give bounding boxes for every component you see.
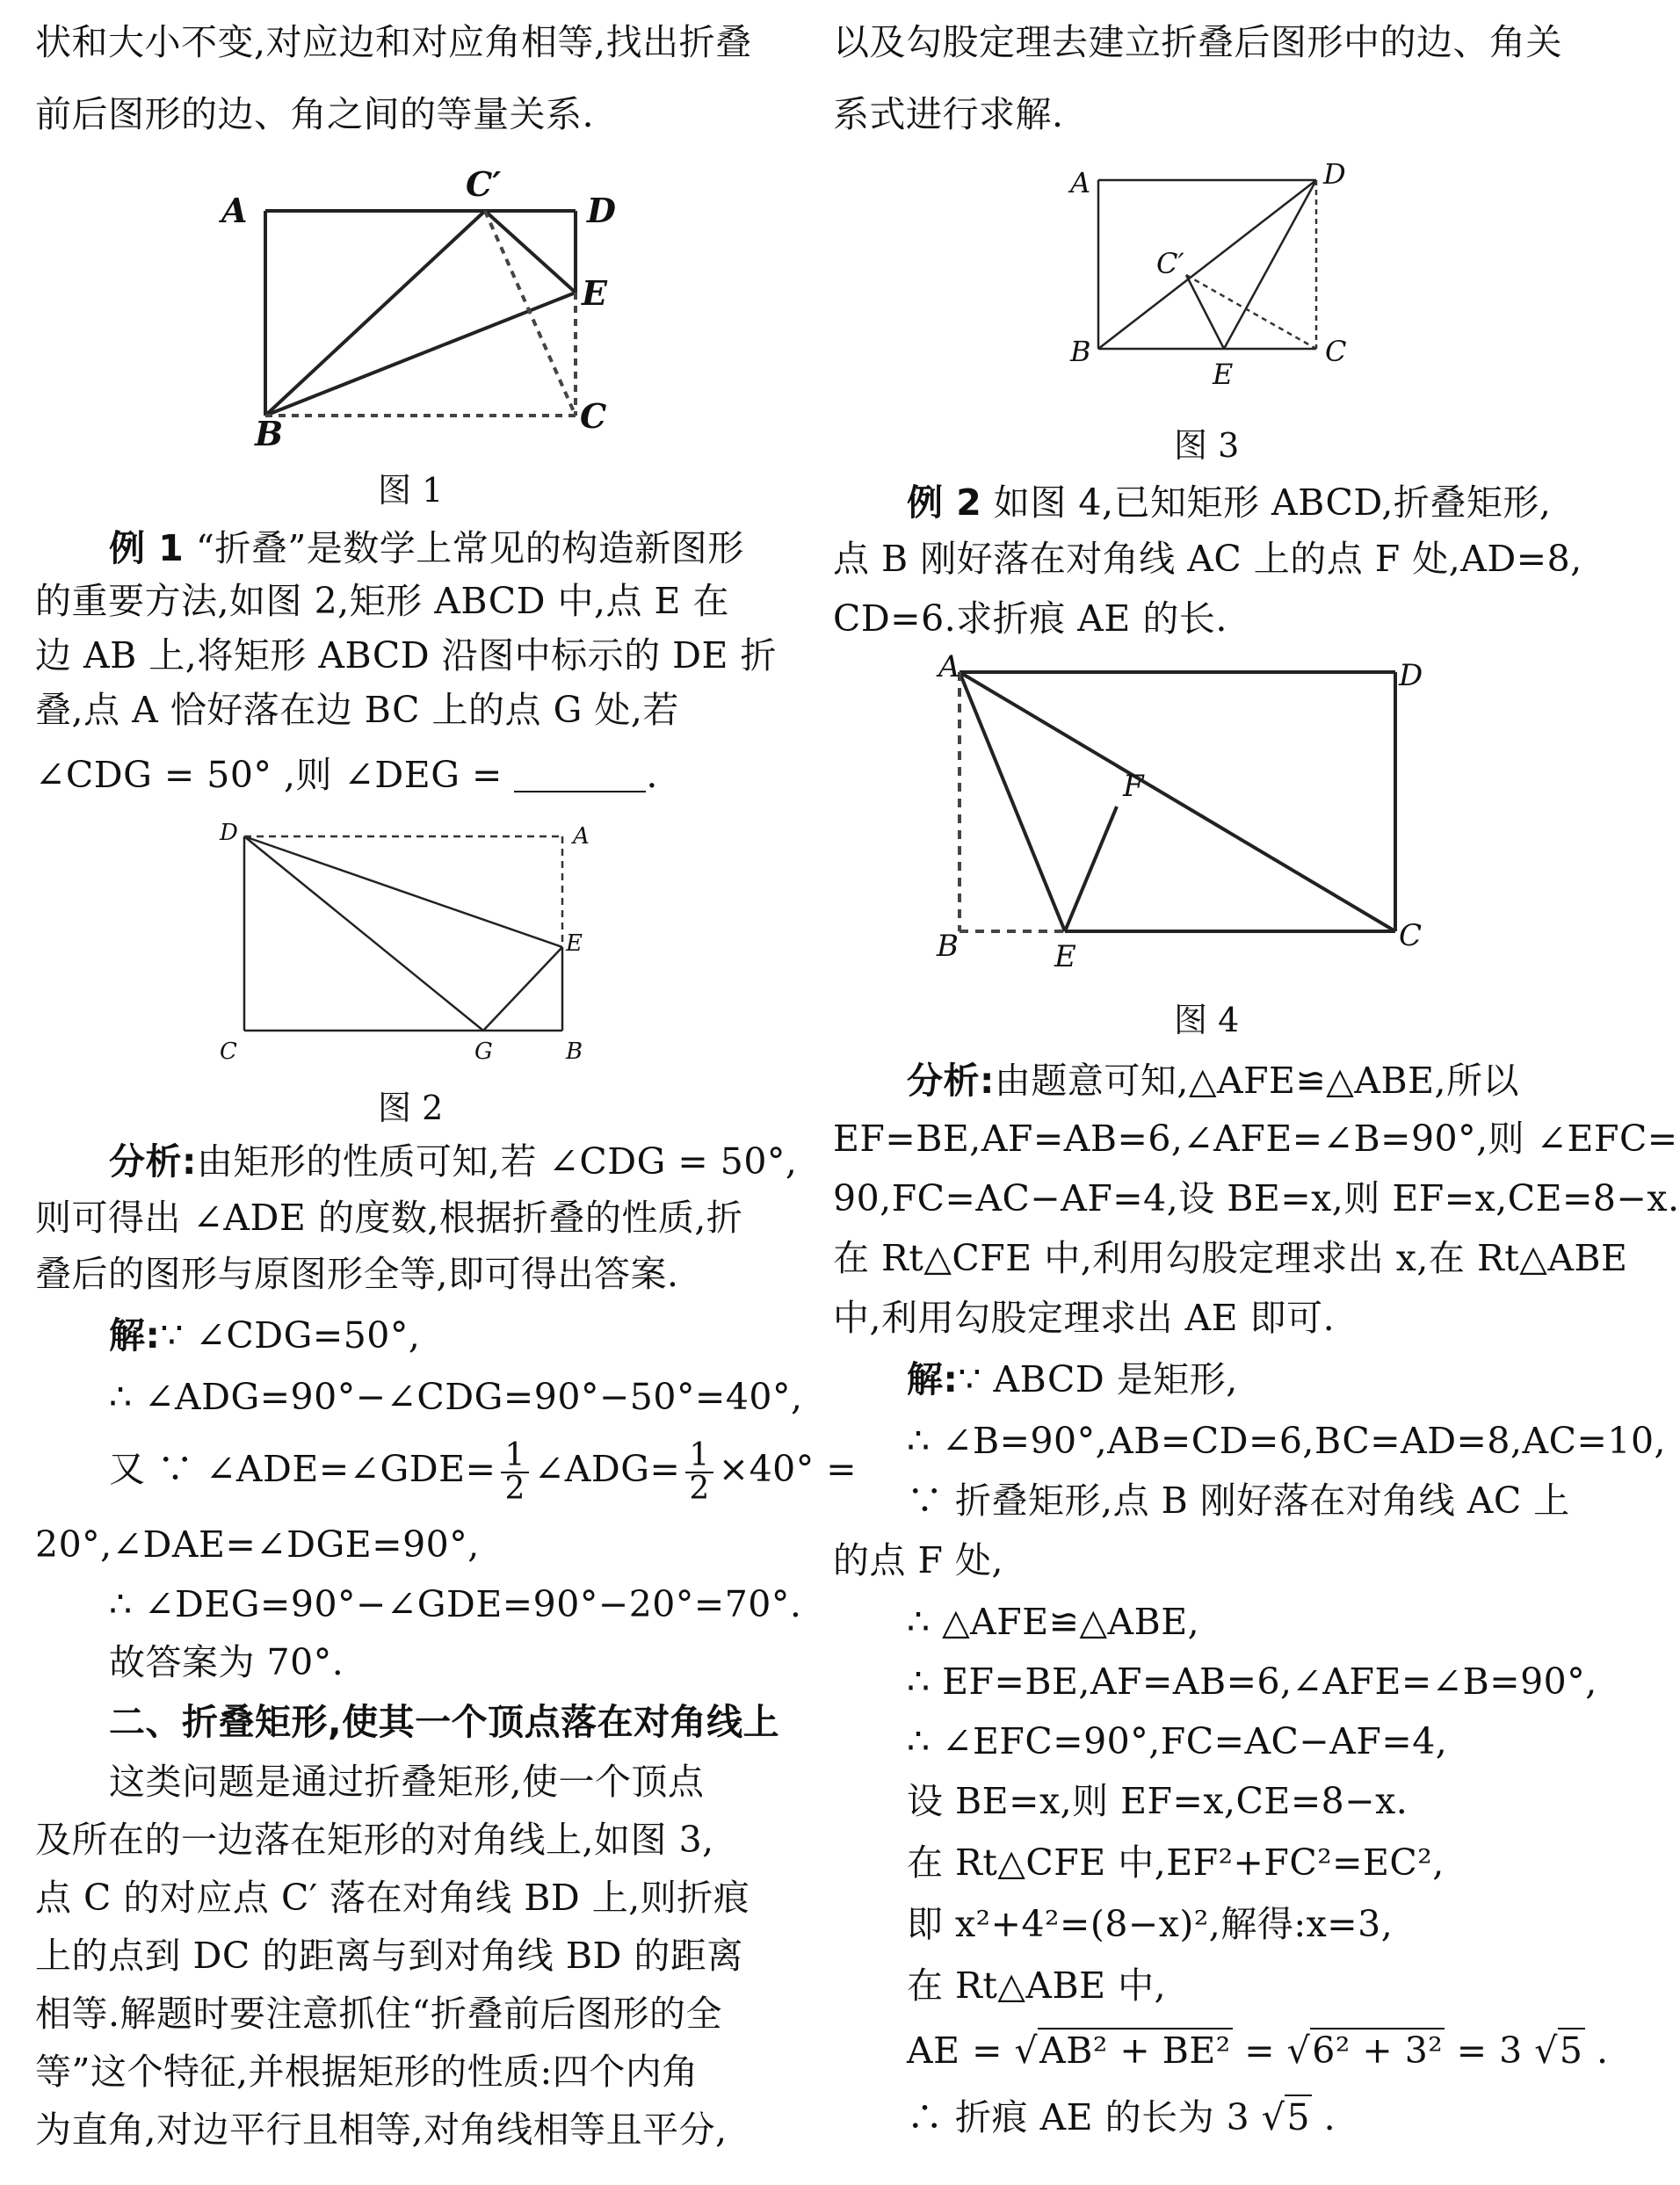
section2-line-1: 这类问题是通过折叠矩形,使一个顶点 <box>109 1761 705 1803</box>
fig2-label-b: B <box>566 1038 583 1065</box>
analysis-left-line-3: 叠后的图形与原图形全等,即可得出答案. <box>35 1253 679 1295</box>
fig3-label-d: D <box>1323 157 1346 191</box>
fig3-caption: 图 3 <box>1174 426 1240 465</box>
fig1-label-c: C <box>580 396 607 436</box>
solution-right-line-8: 设 BE=x,则 EF=x,CE=8−x. <box>907 1780 1408 1822</box>
analysis-right-line-4: 在 Rt△CFE 中,利用勾股定理求出 x,在 Rt△ABE <box>833 1237 1628 1279</box>
fig4-label-a: A <box>938 649 960 684</box>
solution-left-line-3c: ×40° = <box>718 1448 858 1490</box>
analysis-label-right: 分析: <box>907 1060 995 1102</box>
right-intro-line-1: 以及勾股定理去建立折叠后图形中的边、角关 <box>833 21 1562 63</box>
ex2-line-1: 如图 4,已知矩形 ABCD,折叠矩形, <box>993 481 1552 524</box>
solution-left-line-4: 20°,∠DAE=∠DGE=90°, <box>35 1523 480 1566</box>
section2-line-4: 上的点到 DC 的距离与到对角线 BD 的距离 <box>35 1935 743 1977</box>
solution-right-line-3: ∵ 折叠矩形,点 B 刚好落在对角线 AC 上 <box>907 1480 1570 1522</box>
ex1-line-5: ∠CDG = 50° ,则 ∠DEG = <box>35 754 515 796</box>
fig2-label-a: A <box>573 823 590 850</box>
fig2-label-d: D <box>220 820 238 846</box>
ex1-line-2: 的重要方法,如图 2,矩形 ABCD 中,点 E 在 <box>35 580 730 622</box>
figure-3 <box>1053 154 1369 400</box>
fig3-label-b: B <box>1070 335 1091 368</box>
solution-right-line-12: AE = √AB² + BE² = √6² + 3² = 3 √5 . <box>907 2029 1609 2072</box>
fig3-label-e: E <box>1213 358 1234 391</box>
solution-right-line-6: ∴ EF=BE,AF=AB=6,∠AFE=∠B=90°, <box>907 1660 1597 1703</box>
analysis-left-line-2: 则可得出 ∠ADE 的度数,根据折叠的性质,折 <box>35 1197 743 1239</box>
fig1-label-d: D <box>587 191 616 230</box>
ex2-line-3: CD=6.求折痕 AE 的长. <box>833 597 1227 640</box>
solution-left-line-3b: ∠ADG= <box>533 1448 681 1490</box>
solution-left-line-1: ∵ ∠CDG=50°, <box>160 1314 421 1357</box>
left-intro-line-1: 状和大小不变,对应边和对应角相等,找出折叠 <box>35 21 752 63</box>
fig4-label-e: E <box>1054 939 1076 974</box>
fraction-half-2: $\frac{1}{2}$ <box>685 1440 713 1505</box>
solution-left-line-6: 故答案为 70°. <box>109 1641 344 1683</box>
ex2-line-2: 点 B 刚好落在对角线 AC 上的点 F 处,AD=8, <box>833 538 1582 580</box>
figure-1 <box>211 154 668 452</box>
fig1-label-b: B <box>255 414 284 453</box>
fig2-label-c: C <box>220 1038 237 1065</box>
fig1-label-c-prime: C′ <box>466 164 502 204</box>
section2-line-7: 为直角,对边平行且相等,对角线相等且平分, <box>35 2109 728 2151</box>
analysis-right-line-5: 中,利用勾股定理求出 AE 即可. <box>833 1297 1336 1339</box>
ex1-line-5-end: . <box>646 754 658 796</box>
analysis-right-line-1: 由题意可知,△AFE≌△ABE,所以 <box>994 1060 1520 1102</box>
fig3-label-c-prime: C′ <box>1156 247 1184 280</box>
fig4-label-b: B <box>937 929 959 964</box>
fraction-half-1: $\frac{1}{2}$ <box>501 1440 528 1505</box>
fig4-caption: 图 4 <box>1174 1001 1240 1039</box>
solution-right-line-4: 的点 F 处, <box>833 1539 1004 1581</box>
fig4-label-d: D <box>1399 658 1423 693</box>
fig3-label-c: C <box>1325 335 1347 368</box>
left-intro-line-2: 前后图形的边、角之间的等量关系. <box>35 93 595 135</box>
solution-right-line-9: 在 Rt△CFE 中,EF²+FC²=EC², <box>907 1841 1445 1884</box>
ex1-line-1: “折叠”是数学上常见的构造新图形 <box>195 527 744 569</box>
fig1-label-e: E <box>582 273 607 313</box>
solution-right-line-10: 即 x²+4²=(8−x)²,解得:x=3, <box>907 1903 1394 1945</box>
fig4-label-c: C <box>1399 918 1423 953</box>
solution-right-line-11: 在 Rt△ABE 中, <box>907 1964 1167 2007</box>
solution-right-line-7: ∴ ∠EFC=90°,FC=AC−AF=4, <box>907 1720 1448 1762</box>
right-intro-line-2: 系式进行求解. <box>833 93 1064 135</box>
section-2-title: 二、折叠矩形,使其一个顶点落在对角线上 <box>109 1701 780 1743</box>
analysis-right-line-3: 90,FC=AC−AF=4,设 BE=x,则 EF=x,CE=8−x. <box>833 1177 1680 1219</box>
ex1-label: 例 1 <box>109 527 185 569</box>
fig4-label-f: F <box>1123 769 1144 804</box>
section2-line-6: 等”这个特征,并根据矩形的性质:四个内角 <box>35 2051 699 2093</box>
ex1-line-3: 边 AB 上,将矩形 ABCD 沿图中标示的 DE 折 <box>35 634 778 676</box>
fig2-caption: 图 2 <box>378 1089 444 1127</box>
analysis-right-line-2: EF=BE,AF=AB=6,∠AFE=∠B=90°,则 ∠EFC= <box>833 1118 1678 1160</box>
section2-line-5: 相等.解题时要注意抓住“折叠前后图形的全 <box>35 1993 722 2035</box>
section2-line-3: 点 C 的对应点 C′ 落在对角线 BD 上,则折痕 <box>35 1877 750 1919</box>
fig1-label-a: A <box>221 191 248 230</box>
solution-right-line-1: ∵ ABCD 是矩形, <box>958 1358 1238 1400</box>
section2-line-2: 及所在的一边落在矩形的对角线上,如图 3, <box>35 1819 714 1861</box>
solution-label-left: 解: <box>109 1314 161 1357</box>
ex1-line-4: 叠,点 A 恰好落在边 BC 上的点 G 处,若 <box>35 689 679 731</box>
analysis-left-line-1: 由矩形的性质可知,若 ∠CDG = 50°, <box>196 1140 798 1183</box>
solution-left-line-2: ∴ ∠ADG=90°−∠CDG=90°−50°=40°, <box>109 1376 803 1418</box>
solution-right-line-2: ∴ ∠B=90°,AB=CD=6,BC=AD=8,AC=10, <box>907 1420 1667 1462</box>
solution-left-line-5: ∴ ∠DEG=90°−∠GDE=90°−20°=70°. <box>109 1583 802 1625</box>
answer-blank <box>514 756 646 792</box>
solution-right-line-5: ∴ △AFE≌△ABE, <box>907 1601 1200 1643</box>
figure-4 <box>921 650 1483 975</box>
figure-2 <box>211 817 641 1081</box>
fig2-label-e: E <box>566 930 583 957</box>
fig2-label-g: G <box>474 1038 493 1065</box>
fig3-label-a: A <box>1070 166 1091 199</box>
solution-label-right: 解: <box>907 1358 959 1400</box>
analysis-label-left: 分析: <box>109 1140 197 1183</box>
fig1-caption: 图 1 <box>378 471 444 510</box>
solution-left-line-3a: 又 ∵ ∠ADE=∠GDE= <box>109 1448 496 1490</box>
solution-right-line-13: ∴ 折痕 AE 的长为 3 √5 . <box>907 2096 1336 2138</box>
ex2-label: 例 2 <box>907 481 982 524</box>
